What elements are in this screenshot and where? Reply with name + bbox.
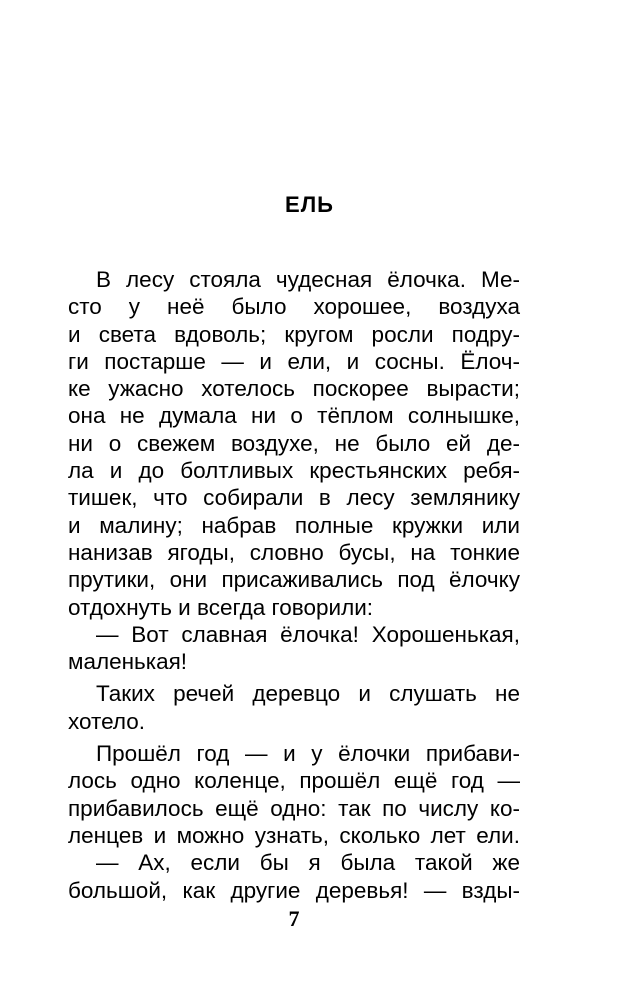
text-line: прибавилось ещё одно: так по числу ко- [68,795,520,821]
dialogue-line: — Вот славная ёлочка! Хорошенькая, [96,621,520,647]
text-line: нанизав ягоды, словно бусы, на тонкие [68,539,520,565]
dialogue-line: — Ах, если бы я была такой же [96,850,520,876]
text-line: и малину; набрав полные кружки или [68,512,520,538]
text-line: сто у неё было хорошее, воздуха [68,294,520,320]
text-line: и света вдоволь; кругом росли подру- [68,321,520,347]
body-text [68,266,520,904]
text-line: Прошёл год — и у ёлочки прибави- [96,741,520,767]
text-line: ни о свежем воздухе, не было ей де- [68,430,520,456]
text-line: В лесу стояла чудесная ёлочка. Ме- [96,267,520,292]
page-number: 7 [288,906,300,931]
text-line: она не думала ни о тёплом солнышке, [68,403,520,429]
text-line: ла и до болтливых крестьянских ребя- [68,458,520,484]
text-line: Таких речей деревцо и слушать не [96,681,520,707]
text-line: ги постарше — и ели, и сосны. Ёлоч- [68,348,520,374]
dialogue-line: большой, как другие деревья! — взды- [68,877,520,903]
dialogue-line: маленькая! [68,649,188,675]
text-line: ленцев и можно узнать, сколько лет ели. [68,822,520,848]
text-line: тишек, что собирали в лесу землянику [68,485,520,511]
text-line: хотело. [68,708,145,734]
text-line: отдохнуть и всегда говорили: [68,594,374,620]
text-line: ке ужасно хотелось поскорее вырасти; [68,376,520,402]
text-line: прутики, они присаживались под ёлочку [68,567,520,593]
chapter-title: ЕЛЬ [285,192,334,217]
text-line: лось одно коленце, прошёл ещё год — [68,768,520,794]
